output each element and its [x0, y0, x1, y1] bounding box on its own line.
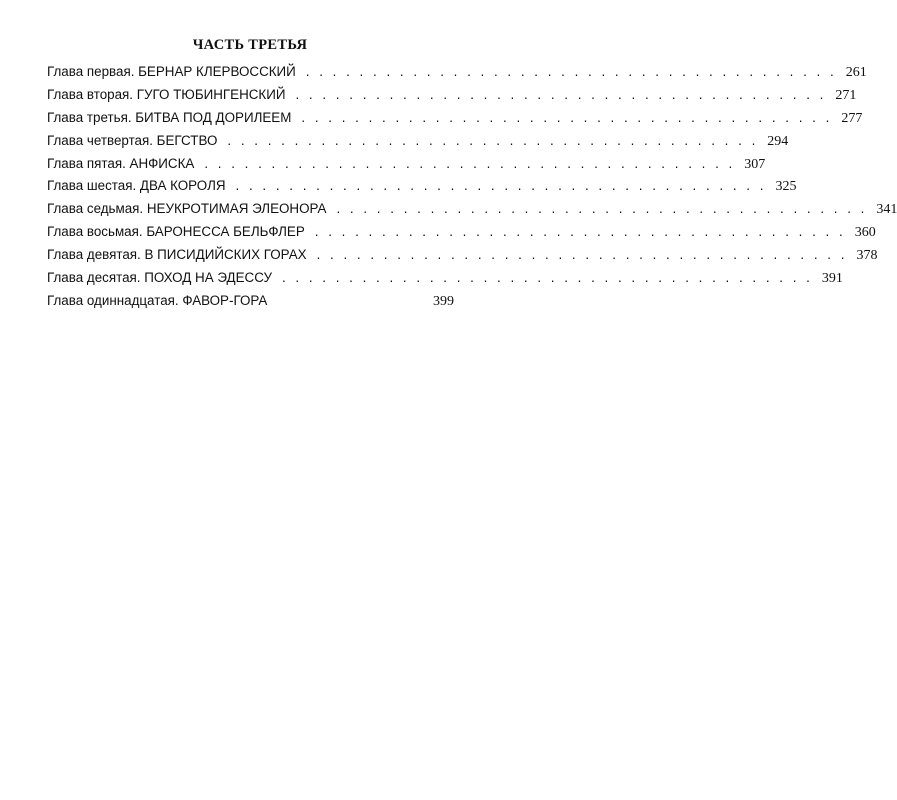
- dot-leader: . . . . . . . . . . . . . . . . . . . . . . . . . . . . . . . . . . . . . . . .: [305, 64, 837, 79]
- toc-page-number: 307: [744, 156, 766, 172]
- toc-entry-title: Глава седьмая. НЕУКРОТИМАЯ ЭЛЕОНОРА: [47, 201, 327, 217]
- dot-leader: . . . . . . . . . . . . . . . . . . . . . . . . . . . . . . . . . . . . . . . .: [204, 155, 736, 171]
- toc-page-number: 261: [845, 65, 867, 80]
- part-heading: ЧАСТЬ ТРЕТЬЯ: [192, 37, 308, 53]
- toc-page-number: 341: [876, 202, 897, 218]
- toc-entry-title: Глава пятая. АНФИСКА: [47, 155, 195, 171]
- toc-entry-title: Глава одиннадцатая. ФАВОР-ГОРА: [47, 292, 268, 308]
- toc-entry: [47, 293, 454, 316]
- toc-entry-title: Глава девятая. В ПИСИДИЙСКИХ ГОРАХ: [47, 247, 307, 263]
- toc-page-number: 391: [821, 271, 843, 287]
- toc-entry-title: Глава первая. БЕРНАР КЛЕРВОССКИЙ: [47, 64, 296, 79]
- toc-entry: [47, 270, 843, 293]
- toc-entry: [47, 201, 897, 224]
- toc-entry: [47, 178, 797, 201]
- toc-entry: [47, 224, 876, 247]
- toc-entry-title: Глава третья. БИТВА ПОД ДОРИЛЕЕМ: [47, 109, 292, 125]
- toc-entry: [47, 64, 867, 87]
- toc-entry: [47, 109, 863, 133]
- toc-page-number: 360: [854, 225, 876, 241]
- toc-page-number: 399: [433, 293, 454, 309]
- toc-entry-title: Глава вторая. ГУГО ТЮБИНГЕНСКИЙ: [47, 86, 286, 102]
- toc-entry: [47, 247, 878, 270]
- toc-page-number: 271: [835, 87, 857, 103]
- toc-page-number: 325: [775, 179, 797, 195]
- dot-leader: . . . . . . . . . . . . . . . . . . . . . . . . . . . . . . . . . . . . . . . .: [336, 201, 868, 217]
- table-of-contents: [47, 64, 897, 316]
- dot-leader: . . . . . . . . . . . . . . . . . . . . . . . . . . . . . . . . . . . . . . . .: [227, 132, 759, 148]
- dot-leader: . . . . . . . . . . . . . . . . . . . . . . . . . . . . . . . . . . . . . . . .: [281, 270, 813, 286]
- toc-entry: [47, 155, 766, 179]
- toc-entry-title: Глава шестая. ДВА КОРОЛЯ: [47, 178, 226, 194]
- toc-entry: [47, 86, 857, 110]
- dot-leader: . . . . . . . . . . . . . . . . . . . . . . . . . . . . . . . . . . . . . . . .: [301, 109, 833, 125]
- toc-entry-title: Глава десятая. ПОХОД НА ЭДЕССУ: [47, 270, 272, 286]
- dot-leader: . . . . . . . . . . . . . . . . . . . . . . . . . . . . . . . . . . . . . . . .: [316, 247, 848, 263]
- dot-leader: . . . . . . . . . . . . . . . . . . . . . . . . . . . . . . . . . . . . . . . .: [295, 86, 827, 102]
- dot-leader: . . . . . . . . . . . . . . . . . . . . . . . . . . . . . . . . . . . . . . . .: [235, 178, 767, 194]
- toc-page-number: 277: [841, 110, 863, 126]
- toc-entry-title: Глава четвертая. БЕГСТВО: [47, 132, 218, 148]
- toc-entry: [47, 132, 789, 156]
- toc-entry-title: Глава восьмая. БАРОНЕССА БЕЛЬФЛЕР: [47, 224, 305, 240]
- dot-leader: . . . . . . . . . . . . . . . . . . . . . . . . . . . . . . . . . . . . . . . .: [314, 224, 846, 240]
- toc-page-number: 294: [767, 133, 789, 149]
- toc-page-number: 378: [856, 248, 878, 264]
